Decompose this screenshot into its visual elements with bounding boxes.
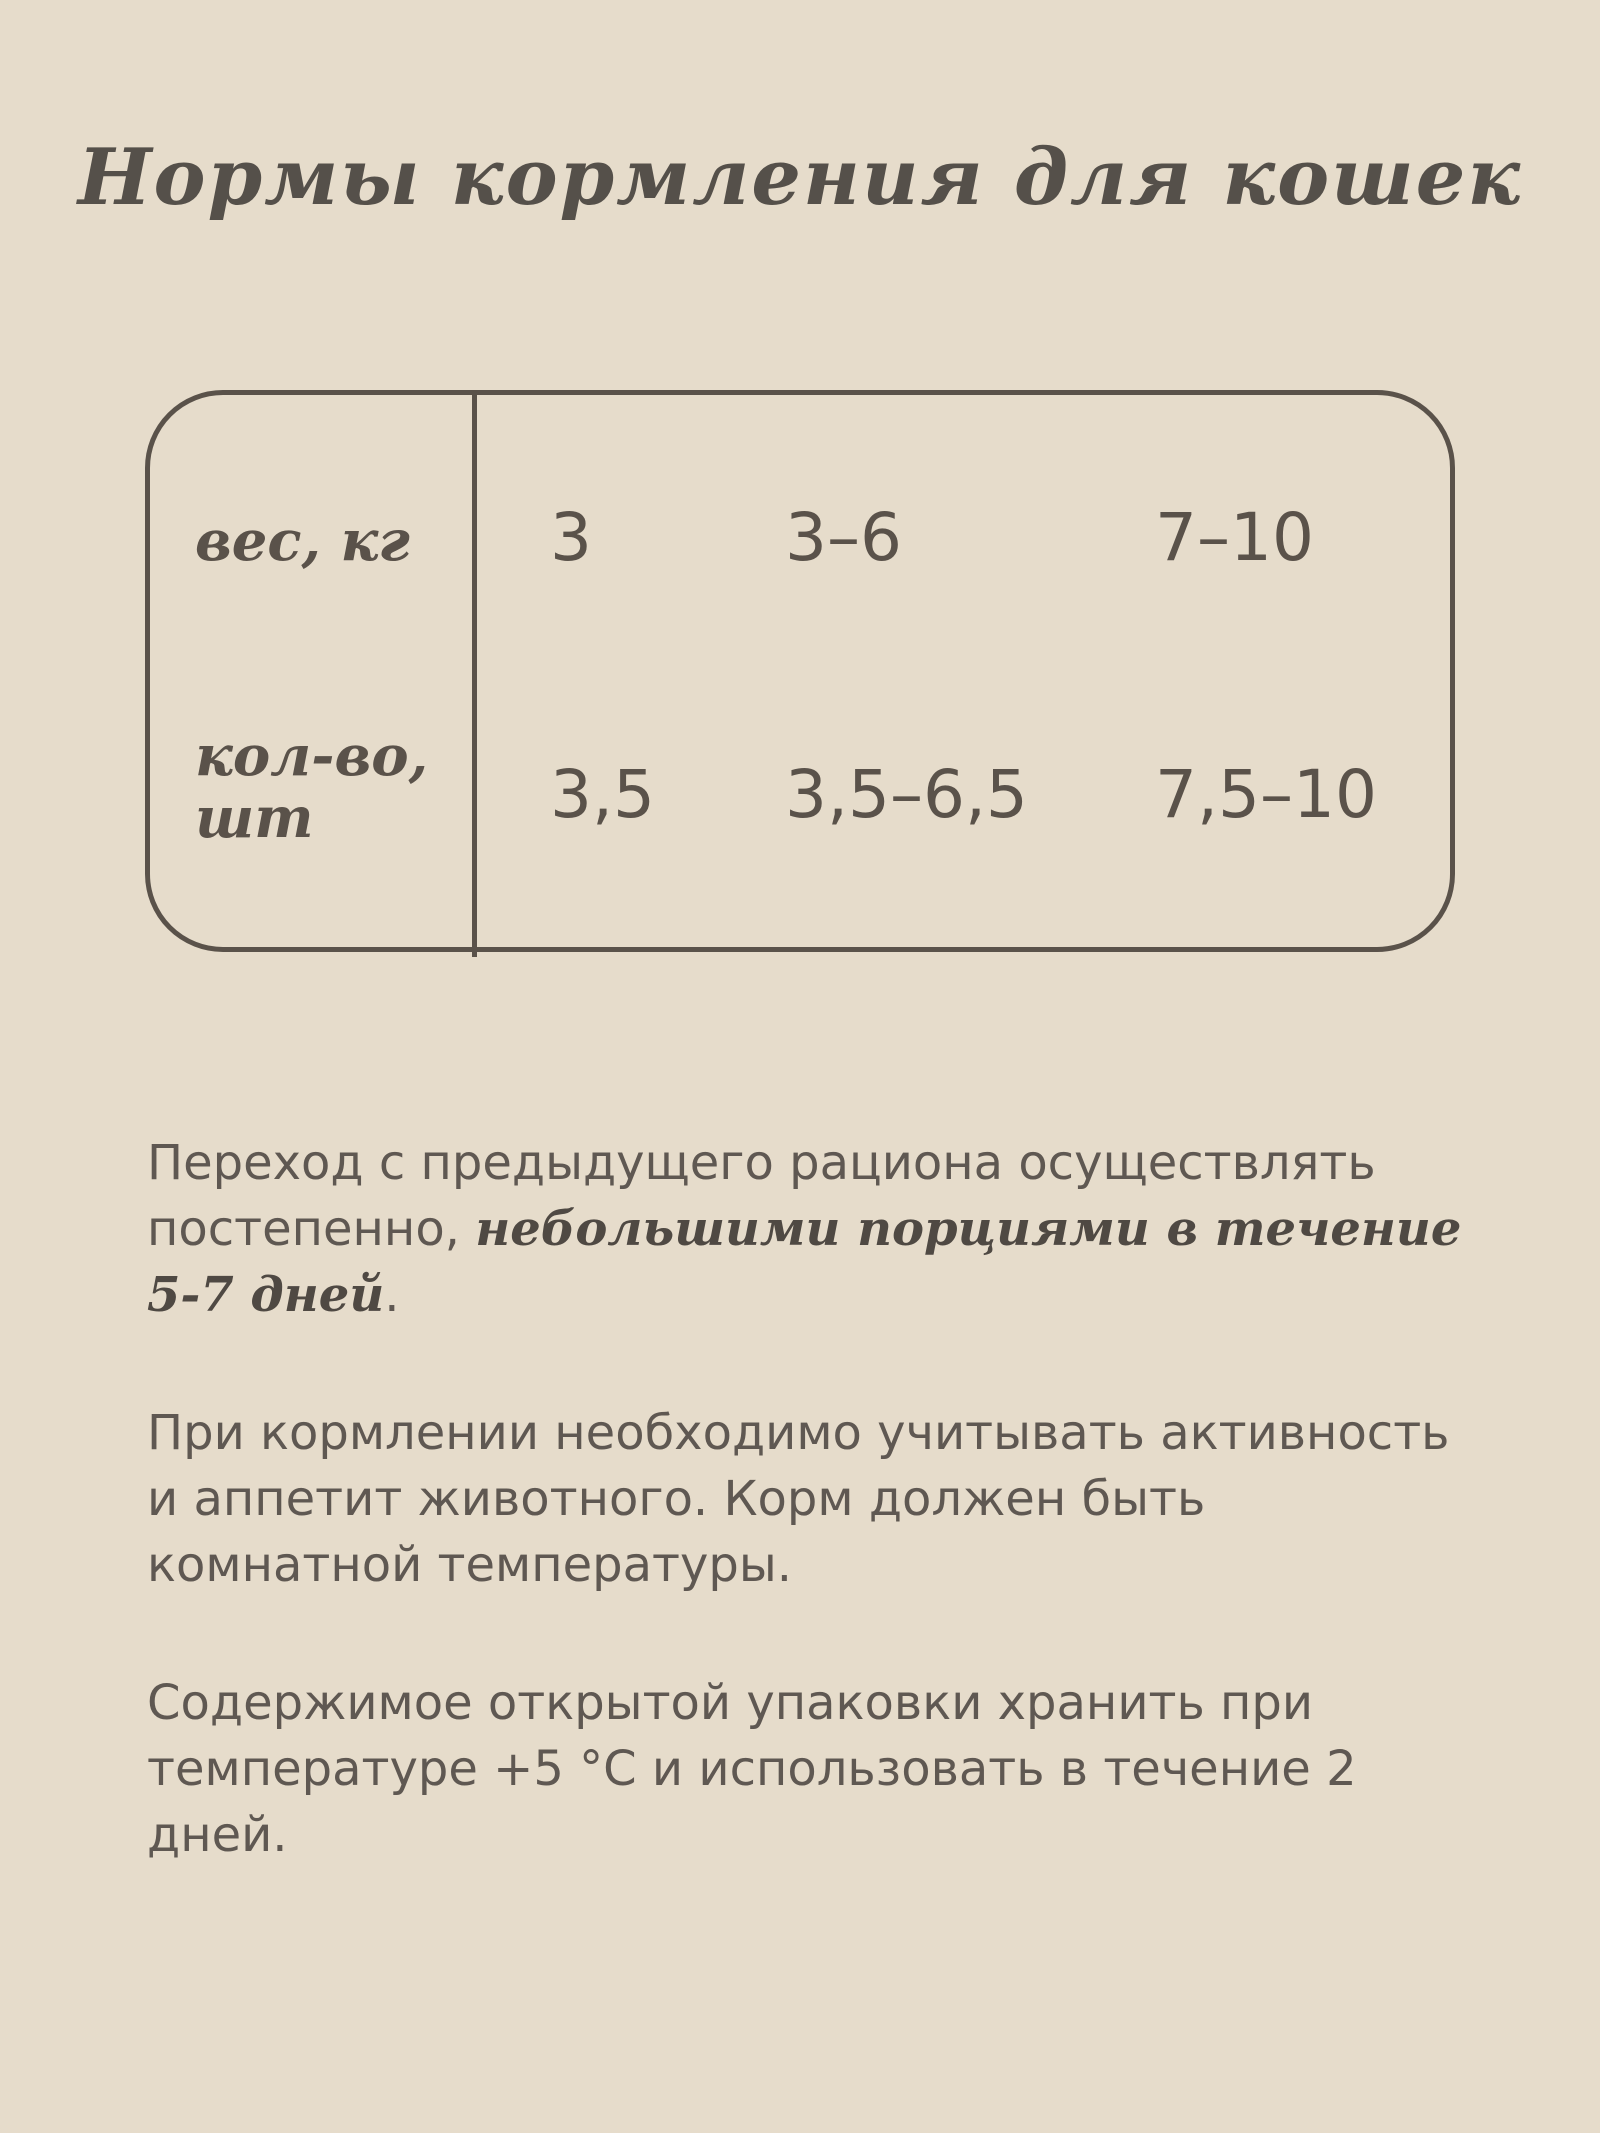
weight-cell: 3	[550, 499, 592, 576]
quantity-row-label	[195, 725, 428, 849]
transition-emphasis: небольшими порциями в течение 5-7 дней	[147, 1201, 1462, 1323]
transition-paragraph	[147, 1130, 1487, 1328]
weight-row-label: вес, кг	[195, 508, 410, 574]
quantity-cell: 3,5–6,5	[785, 756, 1028, 833]
page-title: Нормы кормления для кошек	[77, 132, 1523, 223]
weight-cell: 3–6	[785, 499, 902, 576]
feeding-table	[145, 390, 1455, 952]
transition-text: Переход с предыдущего рациона осуществлять постепенно,	[147, 1135, 1376, 1257]
quantity-cell: 7,5–10	[1155, 756, 1377, 833]
quantity-cell: 3,5	[550, 756, 655, 833]
transition-end: .	[384, 1267, 400, 1323]
weight-cell: 7–10	[1155, 499, 1314, 576]
feeding-paragraph: При кормлении необходимо учитывать активность и аппетит животного. Корм должен быть комнатной температуры.	[147, 1405, 1450, 1593]
storage-paragraph: Содержимое открытой упаковки хранить при температуре +5 °С и использовать в течение 2 дней.	[147, 1675, 1357, 1863]
quantity-label-line2: шт	[195, 785, 314, 851]
quantity-label-line1: кол-во,	[195, 723, 429, 789]
table-divider	[472, 390, 477, 957]
